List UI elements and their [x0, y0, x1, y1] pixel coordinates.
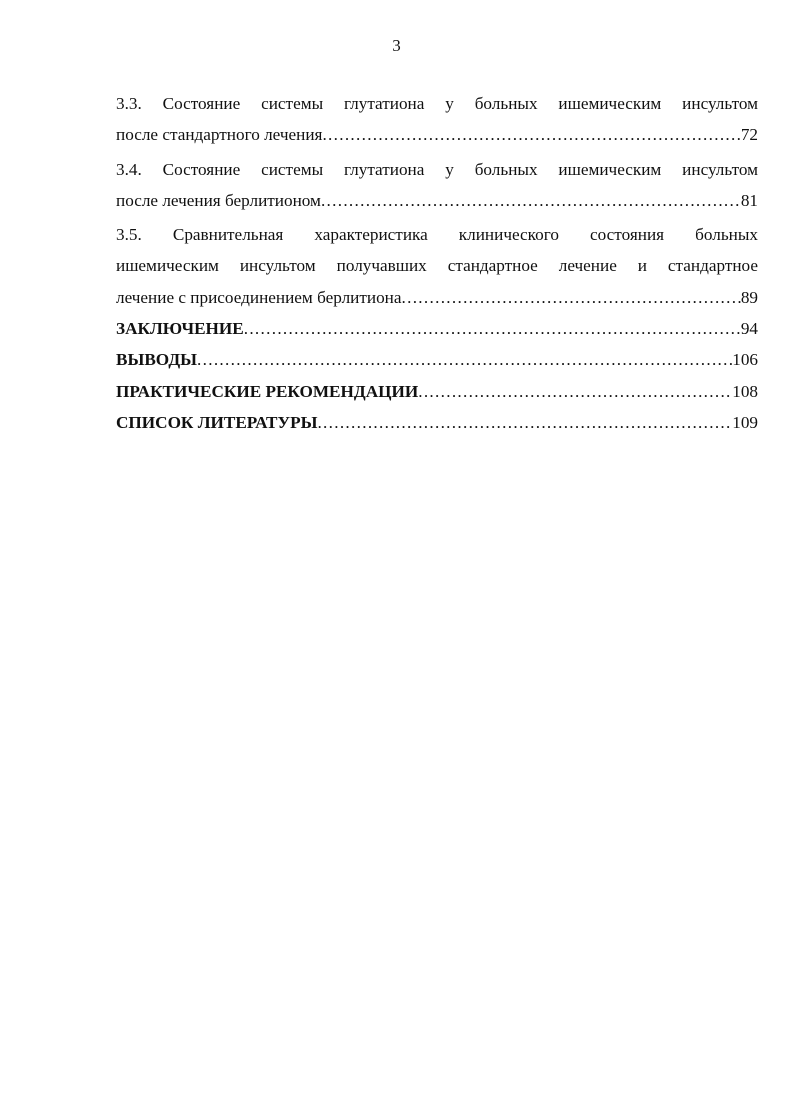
toc-entry-text-line: 3.4. Состояние системы глутатиона у больных ишемическим инсультом: [116, 159, 758, 179]
toc-entry-title: ПРАКТИЧЕСКИЕ РЕКОМЕНДАЦИИ: [116, 381, 419, 401]
toc-entry-3-4[interactable]: [116, 154, 758, 217]
toc-page-ref: 106: [732, 350, 758, 370]
dot-leader: [317, 407, 732, 438]
toc-entry-3-3[interactable]: [116, 88, 758, 151]
toc-entry-findings[interactable]: [116, 344, 758, 375]
toc-entry-leader-line: [116, 185, 758, 216]
toc-page-ref: 72: [740, 125, 758, 145]
dot-leader: [244, 313, 741, 344]
toc-entry-leader-line: [116, 282, 758, 313]
toc-entry-text-line: лечение с присоединением берлитиона: [116, 287, 402, 307]
toc-entry-text-line: ишемическим инсультом получавших стандартное лечение и стандартное: [116, 256, 758, 276]
page-number: 3: [392, 36, 401, 55]
dot-leader: [197, 344, 732, 375]
toc-entry-conclusion[interactable]: [116, 313, 758, 344]
toc-entry-3-5[interactable]: [116, 219, 758, 313]
toc-entry-title: СПИСОК ЛИТЕРАТУРЫ: [116, 412, 318, 432]
toc-entry-title: ВЫВОДЫ: [116, 350, 198, 370]
dot-leader: [322, 119, 740, 150]
toc-entry-text-line: 3.5. Сравнительная характеристика клинического состояния больных: [116, 225, 758, 245]
toc-entry-practical-recommendations[interactable]: [116, 376, 758, 407]
toc-entry-title: ЗАКЛЮЧЕНИЕ: [116, 319, 244, 339]
dot-leader: [321, 185, 741, 216]
toc-entry-references[interactable]: [116, 407, 758, 438]
table-of-contents: [116, 88, 758, 438]
toc-entry-text-line: 3.3. Состояние системы глутатиона у больных ишемическим инсультом: [116, 94, 758, 113]
toc-page-ref: 81: [740, 190, 758, 210]
dot-leader: [418, 376, 732, 407]
toc-page-ref: 89: [740, 287, 758, 307]
dot-leader: [402, 282, 741, 313]
toc-page-ref: 94: [740, 319, 758, 339]
toc-entry-text-line: после стандартного лечения: [116, 125, 323, 145]
toc-entry-leader-line: [116, 119, 758, 150]
toc-page-ref: 108: [732, 381, 758, 401]
toc-entry-text-line: после лечения берлитионом: [116, 190, 321, 210]
toc-page-ref: 109: [732, 412, 758, 432]
